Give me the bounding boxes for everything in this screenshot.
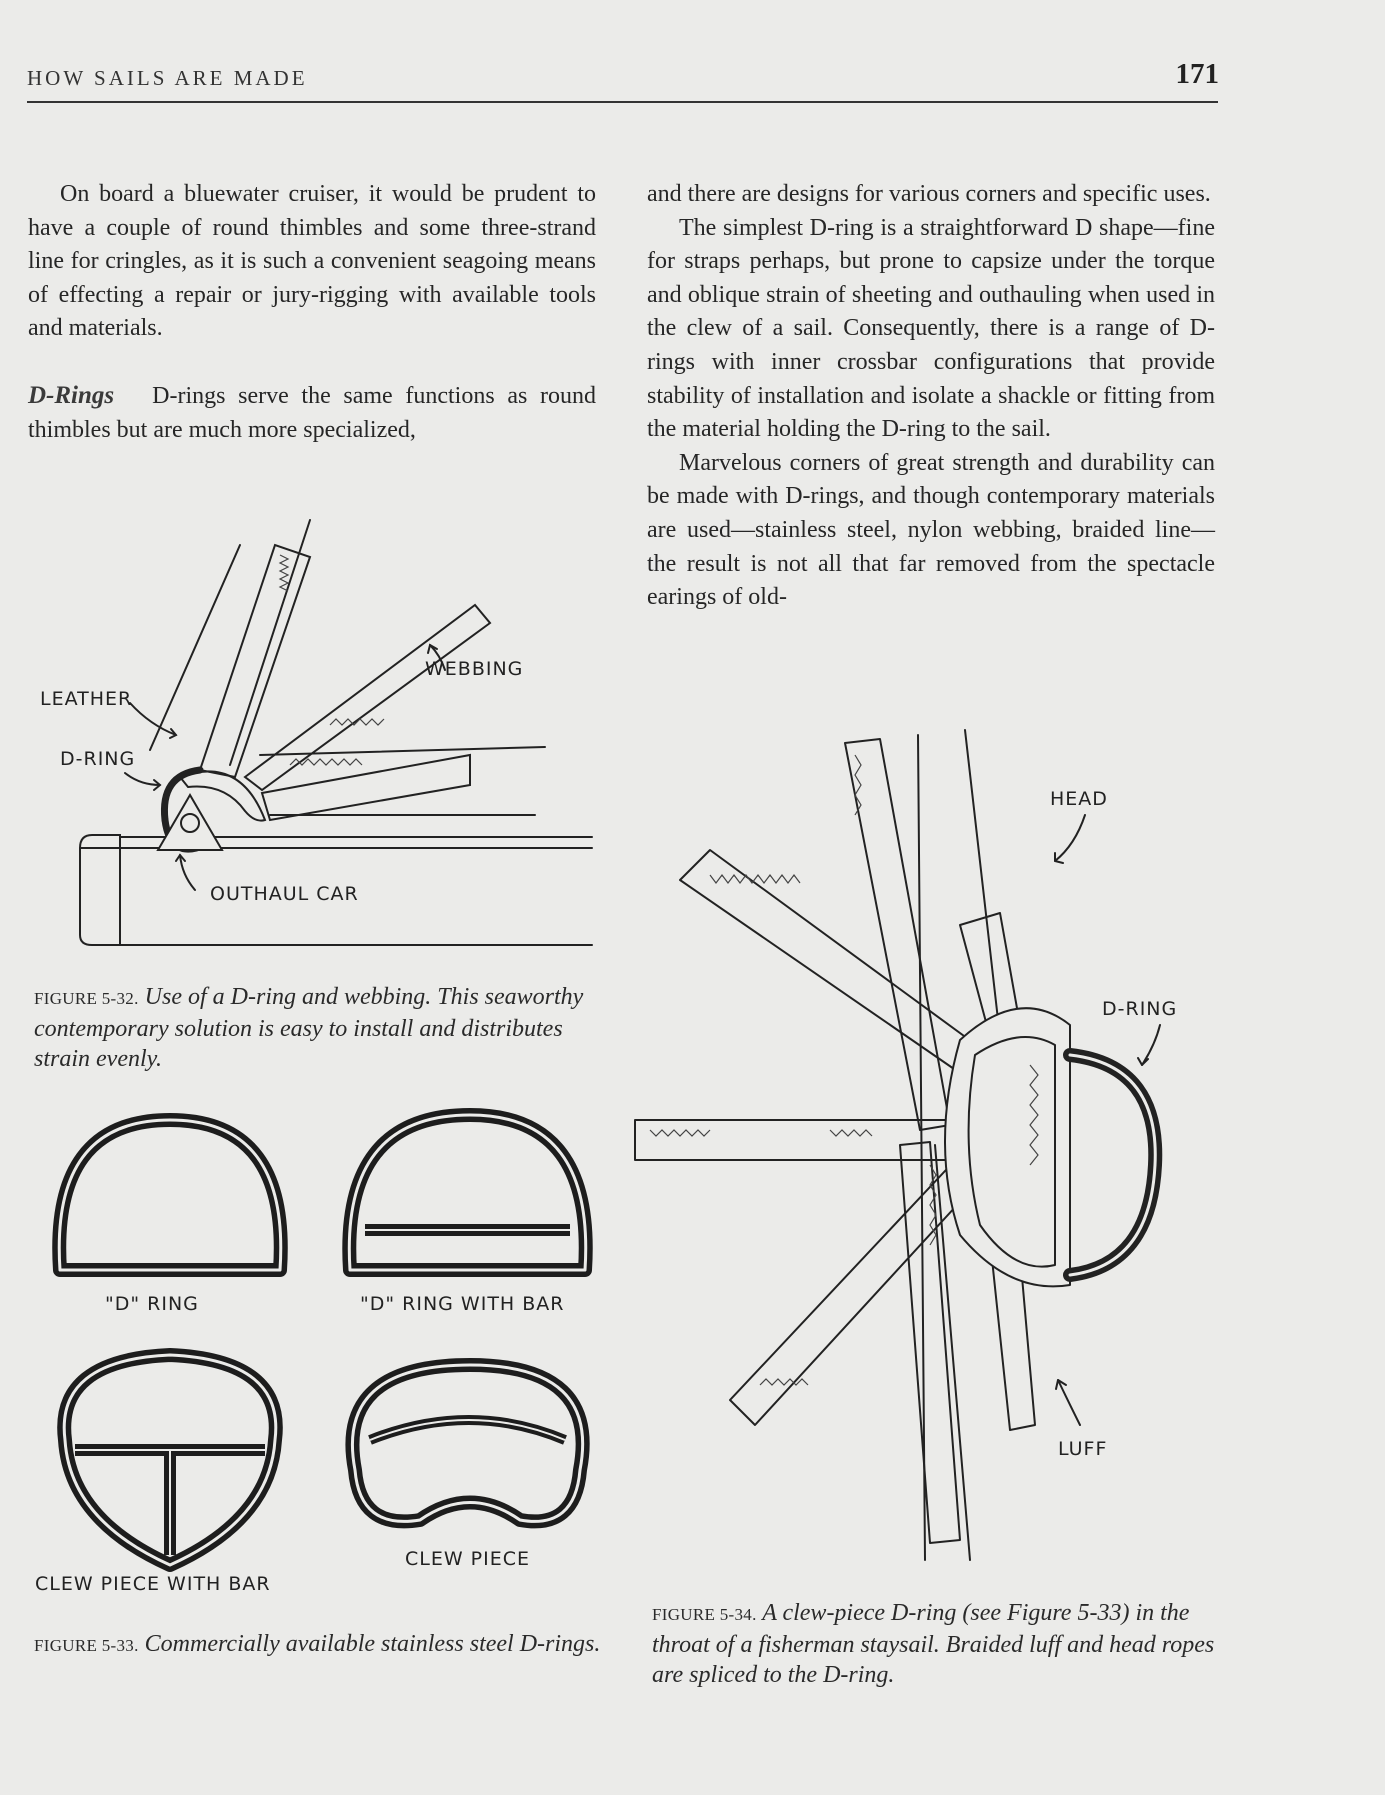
label-d-ring-with-bar: "D" RING WITH BAR: [360, 1293, 565, 1315]
page-number: 171: [1175, 58, 1219, 90]
label-clew-piece-with-bar: CLEW PIECE WITH BAR: [35, 1573, 271, 1595]
right-column: [647, 178, 1215, 615]
right-paragraph-3: Marvelous corners of great strength and durability can be made with D-rings, and though contemporary materials are used—stainless steel, nylon webbing, braided line—the result is not all that far removed from the spectacle earings of old-: [647, 449, 1215, 611]
right-paragraph-1: and there are designs for various corners and specific uses.: [647, 181, 1211, 207]
figure-5-32-number: FIGURE 5-32.: [34, 989, 139, 1008]
figure-5-34-number: FIGURE 5-34.: [652, 1605, 757, 1624]
label-d-ring: D-RING: [60, 748, 136, 770]
left-paragraph-2: [28, 379, 596, 447]
figure-5-33-illustration: [30, 1100, 610, 1610]
figure-5-34-illustration: [630, 725, 1230, 1575]
label-outhaul-car: OUTHAUL CAR: [210, 883, 359, 905]
figure-5-34-caption: [652, 1598, 1222, 1690]
label-luff: LUFF: [1058, 1438, 1108, 1460]
figure-5-33-caption: [34, 1629, 614, 1661]
running-title: HOW SAILS ARE MADE: [27, 66, 308, 90]
left-paragraph-2-text: D-rings serve the same functions as round thimbles but are much more specialized,: [28, 382, 596, 443]
header-rule: [27, 101, 1218, 103]
figure-5-33-number: FIGURE 5-33.: [34, 1636, 139, 1655]
figure-5-34-caption-text: A clew-piece D-ring (see Figure 5-33) in the throat of a fisherman staysail. Braided luff and head ropes are spliced to the D-ring.: [652, 1600, 1215, 1688]
figure-5-32-illustration: [30, 515, 610, 955]
figure-5-32-caption: [34, 982, 614, 1074]
label-webbing: WEBBING: [425, 658, 524, 680]
figure-5-32-caption-text: Use of a D-ring and webbing. This seaworthy contemporary solution is easy to install and distributes strain evenly.: [34, 984, 584, 1072]
label-head: HEAD: [1050, 788, 1108, 810]
label-clew-piece: CLEW PIECE: [405, 1548, 531, 1570]
figure-5-33-caption-text: Commercially available stainless steel D-rings.: [144, 1631, 601, 1657]
right-paragraph-2: The simplest D-ring is a straightforward D shape—fine for straps perhaps, but prone to capsize under the torque and oblique strain of sheeting and outhauling when used in the clew of a sail. Consequently, there is a range of D-rings with inner crossbar configurations that provide stability of installation and isolate a shackle or fitting from the material holding the D-ring to the sail.: [647, 214, 1215, 443]
left-column: [28, 178, 596, 447]
left-paragraph-1: On board a bluewater cruiser, it would be prudent to have a couple of round thimbles and some three-strand line for cringles, as it is such a convenient seagoing means of effecting a repair or jury-rigging with available tools and materials.: [28, 181, 596, 342]
label-d-ring-plain: "D" RING: [105, 1293, 199, 1315]
label-d-ring-34: D-RING: [1102, 998, 1178, 1020]
label-leather: LEATHER: [40, 688, 133, 710]
section-runin-heading: D-Rings: [28, 381, 115, 409]
